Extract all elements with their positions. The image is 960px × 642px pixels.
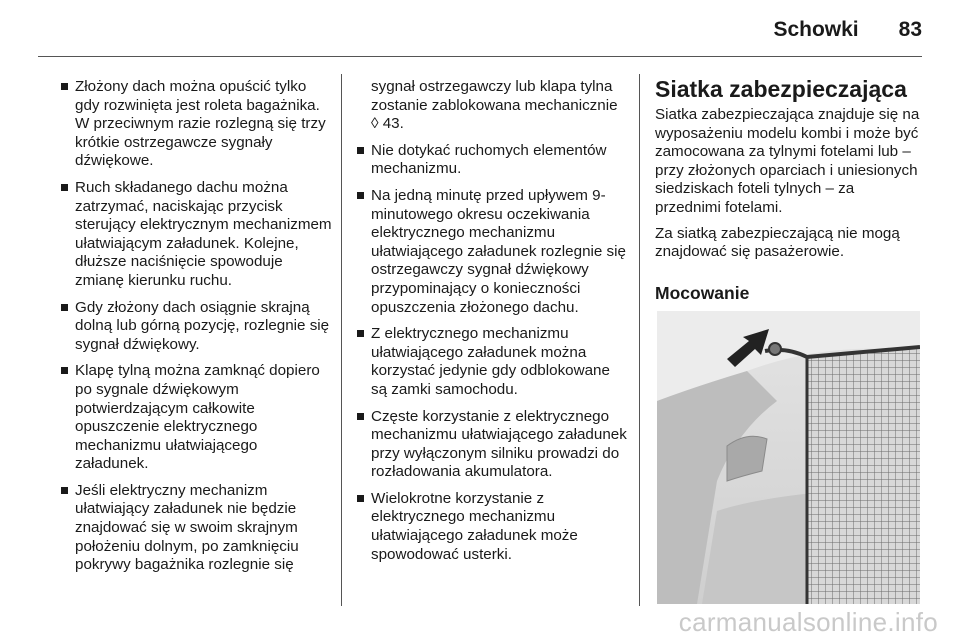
bullet-item: Klapę tylną można zamknąć dopiero po sygnale dźwiękowym potwierdzającym całkowite opuszczenie elektrycznego mechanizmu ułatwiającego załadunek. xyxy=(60,362,332,474)
paragraph: Za siatką zabezpieczającą nie mogą znajdować się pasażerowie. xyxy=(655,224,900,261)
bullet-item: Wielokrotne korzystanie z elektrycznego mechanizmu ułatwiającego załadunek może spowodować usterki. xyxy=(356,490,628,564)
column-1 xyxy=(60,78,332,583)
header-rule xyxy=(38,56,922,57)
page-header xyxy=(773,18,922,42)
cargo-net-illustration xyxy=(657,311,920,604)
bullet-item: Nie dotykać ruchomych elementów mechanizmu. xyxy=(356,142,628,179)
cargo-net-drawing xyxy=(657,311,920,604)
watermark: carmanualsonline.info xyxy=(678,607,938,637)
column-3 xyxy=(655,78,923,302)
column-divider xyxy=(341,74,342,606)
bullet-item: Jeśli elektryczny mechanizm ułatwiający załadunek nie będzie znajdować się w swoim skrajnym położeniu dolnym, po zamknięciu pokrywy bagażnika rozlegnie się xyxy=(60,482,332,575)
section-heading: Siatka zabezpieczająca xyxy=(655,76,907,102)
bullet-item: Z elektrycznego mechanizmu ułatwiającego załadunek można korzystać jedynie gdy odblokowane są zamki samochodu. xyxy=(356,325,628,399)
subheading: Mocowanie xyxy=(655,282,750,303)
section-title: Schowki xyxy=(773,18,859,41)
paragraph: Siatka zabezpieczająca znajduje się na wyposażeniu modelu kombi i może być zamocowana za tylnymi fotelami lub – przy złożonych oparciach i uniesionych siedziskach foteli tylnych – za przednimi fotelami. xyxy=(655,106,920,216)
bullet-item: Złożony dach można opuścić tylko gdy rozwinięta jest roleta bagażnika. W przeciwnym razie rozlegną się trzy krótkie ostrzegawcze sygnały dźwiękowe. xyxy=(60,78,332,171)
bullet-item: Częste korzystanie z elektrycznego mechanizmu ułatwiającego załadunek przy wyłączonym silniku prowadzi do rozładowania akumulatora. xyxy=(356,408,628,482)
continued-text: sygnał ostrzegawczy lub klapa tylna zostanie zablokowana mechanicznie ◊ 43. xyxy=(371,78,618,133)
bullet-item: Ruch składanego dachu można zatrzymać, naciskając przycisk sterujący elektrycznym mechanizmem ułatwiającym załadunek. Kolejne, dłuższe naciśnięcie spowoduje zmianę kierunku ruchu. xyxy=(60,179,332,291)
page-number: 83 xyxy=(898,18,922,41)
column-divider xyxy=(639,74,640,606)
column-2 xyxy=(356,78,628,572)
bullet-item: Gdy złożony dach osiągnie skrajną dolną lub górną pozycję, rozlegnie się sygnał dźwiękowy. xyxy=(60,299,332,355)
bullet-item: Na jedną minutę przed upływem 9-minutowego okresu oczekiwania elektrycznego mechanizmu ułatwiającego załadunek rozlegnie się ostrzegawczy sygnał dźwiękowy przypominający o konieczności opuszczenia złożonego dachu. xyxy=(356,187,628,317)
